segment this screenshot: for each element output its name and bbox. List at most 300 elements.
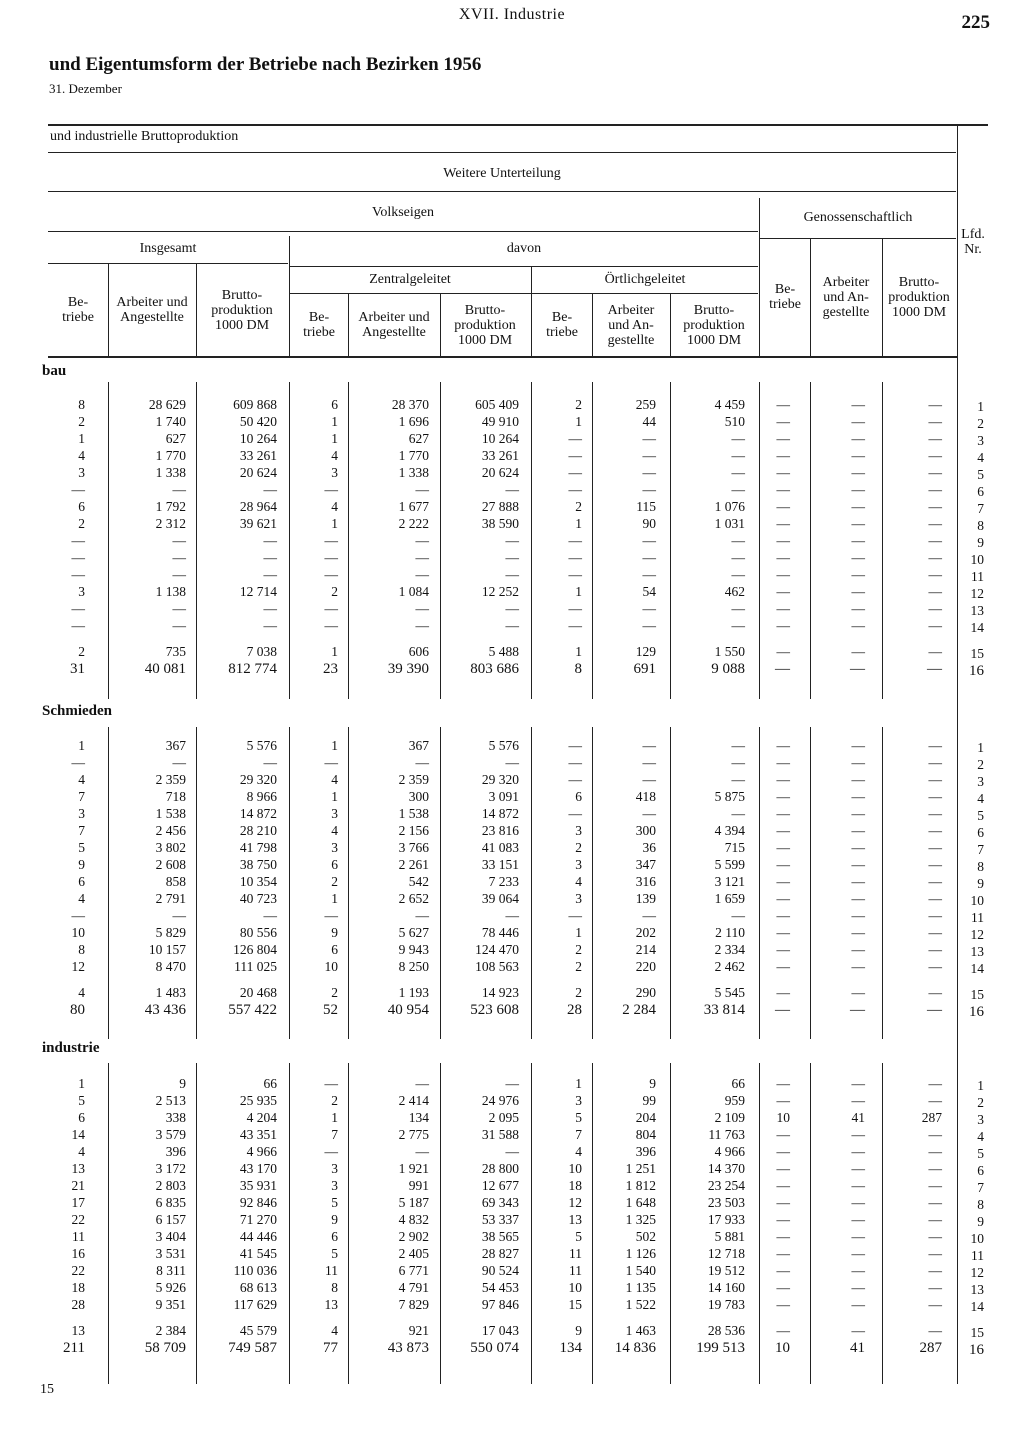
table-cell: —	[850, 661, 865, 677]
table-cell: 69 343	[481, 1195, 519, 1210]
table-cell: 3	[331, 1161, 338, 1176]
table-cell: —	[731, 550, 745, 565]
table-cell: 40 723	[239, 891, 277, 906]
table-cell: —	[731, 601, 745, 616]
table-cell: 3	[331, 1178, 338, 1193]
table-cell: 28 964	[239, 499, 277, 514]
table-row	[0, 1075, 1024, 1092]
table-cell: 90 524	[481, 1263, 519, 1278]
table-cell: 858	[165, 874, 186, 889]
table-cell: 11 763	[708, 1127, 745, 1142]
table-row	[0, 771, 1024, 788]
table-cell: 1 770	[155, 448, 186, 463]
table-cell: 367	[408, 738, 429, 753]
table-cell: 28 629	[148, 397, 186, 412]
table-cell: —	[927, 1002, 942, 1018]
table-cell: —	[851, 806, 865, 821]
table-cell: 4	[575, 1144, 582, 1159]
table-cell: 9	[78, 857, 85, 872]
table-cell: 18	[568, 1178, 582, 1193]
table-cell: —	[928, 1297, 942, 1312]
table-cell: 2	[331, 985, 338, 1000]
table-cell: 2 312	[155, 516, 186, 531]
table-cell: —	[505, 482, 519, 497]
table-cell: 4	[78, 772, 85, 787]
table-cell: 2 775	[398, 1127, 429, 1142]
table-cell: —	[415, 618, 429, 633]
table-cell: 6	[331, 942, 338, 957]
table-cell: 13	[324, 1297, 338, 1312]
table-cell: 33 814	[703, 1002, 745, 1018]
table-cell: 134	[559, 1340, 582, 1356]
table-cell: 19 783	[707, 1297, 745, 1312]
table-cell: 3	[331, 465, 338, 480]
table-cell: 550 074	[470, 1340, 519, 1356]
table-cell: —	[928, 840, 942, 855]
table-cell: —	[568, 465, 582, 480]
table-cell: —	[928, 567, 942, 582]
header-insgesamt: Insgesamt	[139, 240, 197, 256]
table-cell: —	[851, 1076, 865, 1091]
lfd-nr: 1	[977, 399, 984, 414]
table-row	[0, 661, 1024, 678]
table-cell: 735	[165, 644, 186, 659]
table-cell: 3	[78, 465, 85, 480]
table-cell: 502	[635, 1229, 656, 1244]
table-cell: 4	[78, 1144, 85, 1159]
table-cell: 23 254	[707, 1178, 745, 1193]
table-cell: —	[731, 431, 745, 446]
table-cell: 1	[78, 431, 85, 446]
table-cell: —	[172, 908, 186, 923]
lfd-nr: 14	[970, 1299, 984, 1314]
table-cell: 23 503	[707, 1195, 745, 1210]
table-cell: —	[71, 908, 85, 923]
table-cell: 3	[575, 857, 582, 872]
table-cell: —	[568, 738, 582, 753]
table-cell: 287	[921, 1110, 942, 1125]
lfd-nr: 10	[970, 1231, 984, 1246]
table-cell: —	[71, 482, 85, 497]
table-cell: —	[731, 465, 745, 480]
table-row	[0, 617, 1024, 634]
rule	[670, 293, 671, 356]
table-cell: 4	[78, 891, 85, 906]
col-genoss-arbeiter: Arbeiter und An- gestellte	[822, 274, 870, 320]
table-cell: 39 064	[481, 891, 519, 906]
table-cell: 9 943	[398, 942, 429, 957]
table-cell: 23	[323, 661, 338, 677]
table-cell: —	[731, 567, 745, 582]
table-cell: 4 394	[714, 823, 745, 838]
table-cell: 199 513	[696, 1340, 745, 1356]
table-cell: —	[928, 1323, 942, 1338]
table-cell: —	[851, 1127, 865, 1142]
table-cell: 53 337	[481, 1212, 519, 1227]
col-betriebe: Be- triebe	[62, 295, 94, 325]
table-cell: 33 151	[481, 857, 519, 872]
table-cell: 5	[575, 1110, 582, 1125]
col-lfd-nr: Lfd. Nr.	[961, 227, 985, 257]
table-cell: —	[928, 985, 942, 1000]
table-cell: 6	[575, 789, 582, 804]
table-cell: —	[776, 618, 790, 633]
table-cell: 9	[331, 1212, 338, 1227]
table-cell: 4 832	[398, 1212, 429, 1227]
table-cell: —	[263, 567, 277, 582]
table-cell: —	[928, 874, 942, 889]
table-row	[0, 464, 1024, 481]
table-cell: —	[71, 618, 85, 633]
table-cell: —	[776, 550, 790, 565]
table-cell: 10	[775, 1340, 790, 1356]
table-cell: —	[415, 550, 429, 565]
table-cell: 7	[78, 789, 85, 804]
table-cell: —	[324, 618, 338, 633]
col-genoss-betriebe: Be- triebe	[769, 282, 801, 312]
table-cell: —	[928, 1144, 942, 1159]
table-cell: 33 261	[481, 448, 519, 463]
lfd-nr: 13	[970, 603, 984, 618]
table-cell: —	[776, 1323, 790, 1338]
table-cell: 2	[78, 644, 85, 659]
rule	[196, 263, 197, 356]
table-cell: —	[642, 448, 656, 463]
table-cell: 10	[568, 1280, 582, 1295]
table-cell: 40 081	[144, 661, 186, 677]
table-cell: 803 686	[470, 661, 519, 677]
table-cell: 5 599	[714, 857, 745, 872]
table-cell: 2 608	[155, 857, 186, 872]
table-cell: —	[505, 567, 519, 582]
table-cell: 111 025	[234, 959, 277, 974]
table-cell: —	[642, 567, 656, 582]
table-cell: 1	[575, 1076, 582, 1091]
table-cell: —	[851, 482, 865, 497]
table-cell: 1 135	[625, 1280, 656, 1295]
table-cell: 812 774	[228, 661, 277, 677]
table-cell: —	[851, 908, 865, 923]
table-cell: —	[505, 908, 519, 923]
table-cell: —	[415, 567, 429, 582]
rule	[290, 266, 758, 267]
table-cell: —	[776, 789, 790, 804]
table-cell: 4	[331, 448, 338, 463]
table-cell: 11	[72, 1229, 85, 1244]
lfd-nr: 6	[977, 825, 984, 840]
table-cell: 9 088	[711, 661, 745, 677]
table-cell: 2 334	[714, 942, 745, 957]
table-cell: 10 264	[239, 431, 277, 446]
table-cell: 5 545	[714, 985, 745, 1000]
table-cell: —	[505, 618, 519, 633]
table-cell: —	[731, 806, 745, 821]
table-cell: —	[928, 414, 942, 429]
table-cell: —	[505, 533, 519, 548]
table-cell: 1	[331, 414, 338, 429]
table-row	[0, 1177, 1024, 1194]
table-cell: —	[928, 550, 942, 565]
table-cell: 17 933	[707, 1212, 745, 1227]
table-cell: —	[568, 431, 582, 446]
rule	[531, 266, 532, 356]
table-cell: —	[851, 550, 865, 565]
table-cell: 18	[71, 1280, 85, 1295]
table-cell: 7 038	[246, 644, 277, 659]
lfd-nr: 12	[970, 1265, 984, 1280]
table-cell: 1 792	[155, 499, 186, 514]
table-cell: —	[776, 959, 790, 974]
table-cell: —	[324, 533, 338, 548]
lfd-nr: 15	[970, 1325, 984, 1340]
table-cell: 2 791	[155, 891, 186, 906]
table-cell: —	[928, 1178, 942, 1193]
table-cell: 40 954	[387, 1002, 429, 1018]
table-cell: —	[928, 1229, 942, 1244]
table-cell: —	[775, 661, 790, 677]
table-cell: —	[568, 772, 582, 787]
table-cell: 19 512	[707, 1263, 745, 1278]
table-cell: 14 160	[707, 1280, 745, 1295]
table-cell: —	[415, 1144, 429, 1159]
table-cell: —	[776, 482, 790, 497]
table-cell: 13	[71, 1323, 85, 1338]
table-cell: 43 351	[239, 1127, 277, 1142]
table-cell: —	[776, 397, 790, 412]
table-cell: —	[851, 1280, 865, 1295]
table-row	[0, 958, 1024, 975]
table-row	[0, 1322, 1024, 1339]
table-cell: 2 261	[398, 857, 429, 872]
table-cell: —	[776, 823, 790, 838]
lfd-nr: 15	[970, 646, 984, 661]
table-cell: 28	[71, 1297, 85, 1312]
table-cell: —	[263, 533, 277, 548]
table-cell: —	[851, 985, 865, 1000]
table-cell: —	[928, 891, 942, 906]
footer-number: 15	[40, 1382, 54, 1397]
table-cell: —	[851, 840, 865, 855]
table-row	[0, 1160, 1024, 1177]
header-davon: davon	[506, 240, 542, 256]
table-cell: —	[324, 482, 338, 497]
table-cell: —	[776, 985, 790, 1000]
table-cell: 691	[633, 661, 656, 677]
table-cell: 139	[635, 891, 656, 906]
table-cell: 5 875	[714, 789, 745, 804]
table-cell: —	[851, 1263, 865, 1278]
table-cell: —	[851, 874, 865, 889]
rule	[48, 124, 988, 126]
table-row	[0, 1002, 1024, 1019]
table-cell: 10 354	[239, 874, 277, 889]
table-row	[0, 737, 1024, 754]
table-cell: 5	[575, 1229, 582, 1244]
rule	[882, 238, 883, 356]
table-cell: 396	[165, 1144, 186, 1159]
lfd-nr: 12	[970, 927, 984, 942]
table-cell: —	[568, 448, 582, 463]
lfd-nr: 16	[969, 1342, 984, 1358]
table-row	[0, 941, 1024, 958]
table-cell: 7	[78, 823, 85, 838]
table-cell: 4	[575, 874, 582, 889]
table-cell: —	[776, 925, 790, 940]
table-cell: 1 648	[625, 1195, 656, 1210]
table-cell: 627	[408, 431, 429, 446]
table-cell: 2 109	[714, 1110, 745, 1125]
table-cell: 38 590	[481, 516, 519, 531]
lfd-nr: 16	[969, 663, 984, 679]
table-cell: 12 718	[707, 1246, 745, 1261]
table-cell: 202	[635, 925, 656, 940]
table-cell: —	[776, 448, 790, 463]
rule	[290, 293, 758, 294]
table-cell: 49 910	[481, 414, 519, 429]
table-cell: 3	[575, 891, 582, 906]
table-cell: —	[263, 908, 277, 923]
table-cell: 21	[71, 1178, 85, 1193]
table-cell: 11	[569, 1246, 582, 1261]
table-cell: —	[776, 414, 790, 429]
table-cell: 28 210	[239, 823, 277, 838]
table-cell: —	[851, 823, 865, 838]
table-cell: —	[928, 584, 942, 599]
table-cell: 7 233	[488, 874, 519, 889]
table-cell: 1 538	[398, 806, 429, 821]
table-cell: 24 976	[481, 1093, 519, 1108]
table-cell: 41 083	[481, 840, 519, 855]
table-cell: 5	[78, 840, 85, 855]
table-row	[0, 430, 1024, 447]
table-cell: 367	[165, 738, 186, 753]
rule	[48, 231, 758, 232]
table-cell: —	[324, 567, 338, 582]
table-row	[0, 1279, 1024, 1296]
table-cell: 90	[642, 516, 656, 531]
table-cell: 108 563	[475, 959, 519, 974]
header-genossenschaftlich: Genossenschaftlich	[803, 209, 913, 225]
table-cell: 50 420	[239, 414, 277, 429]
table-cell: —	[505, 1144, 519, 1159]
table-cell: 2 462	[714, 959, 745, 974]
lfd-nr: 9	[977, 1214, 984, 1229]
table-cell: 41 798	[239, 840, 277, 855]
table-cell: —	[928, 738, 942, 753]
table-cell: 3 404	[155, 1229, 186, 1244]
table-cell: —	[851, 1093, 865, 1108]
table-cell: —	[505, 1076, 519, 1091]
table-cell: 6 835	[155, 1195, 186, 1210]
table-cell: 10 157	[148, 942, 186, 957]
table-cell: 290	[635, 985, 656, 1000]
table-row	[0, 498, 1024, 515]
table-cell: 11	[325, 1263, 338, 1278]
table-cell: 6	[78, 874, 85, 889]
table-cell: 211	[63, 1340, 85, 1356]
table-cell: 300	[408, 789, 429, 804]
table-cell: 3	[331, 840, 338, 855]
table-cell: —	[642, 601, 656, 616]
lfd-nr: 13	[970, 944, 984, 959]
table-cell: —	[776, 1178, 790, 1193]
table-cell: —	[731, 908, 745, 923]
table-cell: 1 812	[625, 1178, 656, 1193]
table-cell: —	[642, 755, 656, 770]
lfd-nr: 1	[977, 740, 984, 755]
table-cell: 749 587	[228, 1340, 277, 1356]
table-cell: —	[851, 1144, 865, 1159]
table-cell: 13	[71, 1161, 85, 1176]
table-cell: 71 270	[239, 1212, 277, 1227]
table-cell: 52	[323, 1002, 338, 1018]
table-cell: —	[172, 482, 186, 497]
table-cell: 77	[323, 1340, 338, 1356]
table-cell: —	[928, 618, 942, 633]
table-cell: —	[928, 1280, 942, 1295]
table-cell: 4 791	[398, 1280, 429, 1295]
table-cell: 1	[575, 925, 582, 940]
table-cell: —	[851, 1178, 865, 1193]
lfd-nr: 8	[977, 859, 984, 874]
table-cell: —	[851, 925, 865, 940]
table-cell: —	[850, 1002, 865, 1018]
table-cell: 3 531	[155, 1246, 186, 1261]
table-cell: —	[776, 806, 790, 821]
table-cell: 1	[331, 516, 338, 531]
table-cell: 1	[575, 414, 582, 429]
table-cell: 16	[71, 1246, 85, 1261]
table-cell: 10	[776, 1110, 790, 1125]
table-cell: 2 384	[155, 1323, 186, 1338]
lfd-nr: 16	[969, 1004, 984, 1020]
table-cell: —	[263, 755, 277, 770]
table-cell: 287	[919, 1340, 942, 1356]
section-heading: Schmieden	[42, 703, 113, 719]
table-cell: —	[731, 533, 745, 548]
table-cell: 2	[575, 397, 582, 412]
table-cell: —	[776, 1246, 790, 1261]
table-cell: 214	[635, 942, 656, 957]
table-cell: 43 873	[387, 1340, 429, 1356]
table-cell: —	[851, 1195, 865, 1210]
table-cell: —	[324, 1076, 338, 1091]
table-cell: —	[642, 908, 656, 923]
col-oertlich-betriebe: Be- triebe	[546, 310, 578, 340]
table-cell: 6	[78, 1110, 85, 1125]
table-cell: —	[928, 908, 942, 923]
table-cell: 5 187	[398, 1195, 429, 1210]
table-cell: 28 536	[707, 1323, 745, 1338]
table-row	[0, 1194, 1024, 1211]
table-cell: 2 359	[398, 772, 429, 787]
table-cell: 2	[78, 414, 85, 429]
table-cell: 6	[331, 397, 338, 412]
table-cell: 8 966	[246, 789, 277, 804]
table-cell: 5 829	[155, 925, 186, 940]
col-zentral-arbeiter: Arbeiter und Angestellte	[358, 310, 430, 340]
table-cell: 66	[263, 1076, 277, 1091]
lfd-nr: 3	[977, 1112, 984, 1127]
lfd-nr: 12	[970, 586, 984, 601]
table-cell: —	[928, 482, 942, 497]
table-cell: 1 463	[625, 1323, 656, 1338]
table-cell: 4	[78, 448, 85, 463]
table-cell: 12	[568, 1195, 582, 1210]
table-cell: 1	[331, 644, 338, 659]
table-cell: 3	[331, 806, 338, 821]
table-cell: —	[851, 738, 865, 753]
